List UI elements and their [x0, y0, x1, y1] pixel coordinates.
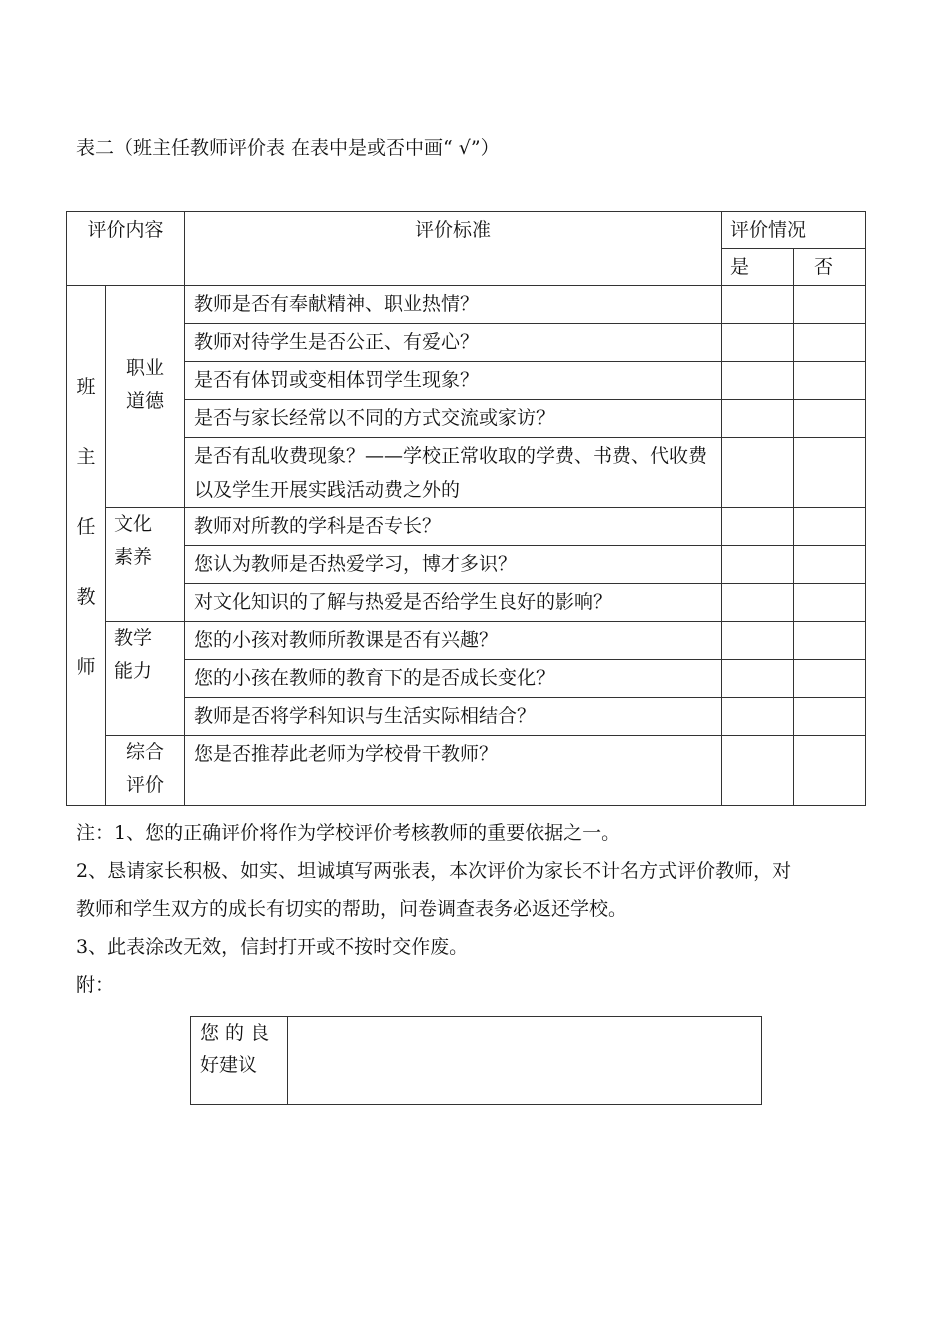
evaluation-table [66, 211, 866, 806]
header-yes: 是 [722, 249, 794, 286]
note-line: 注：1、您的正确评价将作为学校评价考核教师的重要依据之一。 [76, 822, 621, 844]
suggestion-label [191, 1017, 288, 1105]
criterion-cell: 教师是否有奉献精神、职业热情？ [185, 286, 722, 324]
criterion-cell: 您认为教师是否热爱学习，博才多识？ [185, 546, 722, 584]
header-content: 评价内容 [67, 212, 185, 286]
yes-checkbox-cell[interactable] [722, 660, 794, 698]
yes-checkbox-cell[interactable] [722, 362, 794, 400]
criterion-cell: 教师对所教的学科是否专长？ [185, 508, 722, 546]
page-title: 表二（班主任教师评价表 在表中是或否中画“ √”） [76, 137, 500, 159]
yes-checkbox-cell[interactable] [722, 438, 794, 508]
category-teaching-ability [106, 622, 185, 736]
group-char: 师 [76, 656, 96, 678]
criterion-cell: 是否与家长经常以不同的方式交流或家访？ [185, 400, 722, 438]
no-checkbox-cell[interactable] [794, 324, 866, 362]
group-char: 班 [76, 376, 96, 398]
category-label: 道德 [126, 390, 165, 412]
category-overall-evaluation [106, 736, 185, 806]
suggestion-table [190, 1016, 762, 1105]
criterion-cell: 教师对待学生是否公正、有爱心？ [185, 324, 722, 362]
note-line: 3、此表涂改无效，信封打开或不按时交作废。 [76, 936, 469, 958]
criterion-cell: 是否有体罚或变相体罚学生现象？ [185, 362, 722, 400]
note-line: 附： [76, 974, 115, 996]
category-professional-ethics [106, 286, 185, 508]
group-label-class-teacher [67, 286, 106, 806]
header-situation: 评价情况 [722, 212, 866, 249]
yes-checkbox-cell[interactable] [722, 736, 794, 806]
criterion-cell: 是否有乱收费现象？——学校正常收取的学费、书费、代收费以及学生开展实践活动费之外的 [185, 438, 722, 508]
category-label: 综合 [126, 741, 165, 763]
group-char: 主 [76, 446, 96, 468]
criterion-cell: 您的小孩对教师所教课是否有兴趣？ [185, 622, 722, 660]
yes-checkbox-cell[interactable] [722, 622, 794, 660]
notes-section [76, 814, 876, 1004]
no-checkbox-cell[interactable] [794, 698, 866, 736]
no-checkbox-cell[interactable] [794, 286, 866, 324]
criterion-cell: 您的小孩在教师的教育下的是否成长变化？ [185, 660, 722, 698]
category-label: 素养 [114, 546, 153, 568]
yes-checkbox-cell[interactable] [722, 324, 794, 362]
criterion-cell: 教师是否将学科知识与生活实际相结合？ [185, 698, 722, 736]
suggestion-label-line: 您 的 良 [200, 1022, 270, 1044]
category-label: 评价 [126, 774, 165, 796]
criterion-cell: 对文化知识的了解与热爱是否给学生良好的影响？ [185, 584, 722, 622]
yes-checkbox-cell[interactable] [722, 698, 794, 736]
no-checkbox-cell[interactable] [794, 622, 866, 660]
category-label: 教学 [114, 627, 153, 649]
group-char: 任 [76, 516, 96, 538]
no-checkbox-cell[interactable] [794, 400, 866, 438]
no-checkbox-cell[interactable] [794, 546, 866, 584]
category-label: 职业 [126, 357, 165, 379]
no-checkbox-cell[interactable] [794, 736, 866, 806]
no-checkbox-cell[interactable] [794, 584, 866, 622]
category-label: 文化 [114, 513, 153, 535]
category-cultural-literacy [106, 508, 185, 622]
criterion-cell: 您是否推荐此老师为学校骨干教师？ [185, 736, 722, 806]
yes-checkbox-cell[interactable] [722, 584, 794, 622]
yes-checkbox-cell[interactable] [722, 286, 794, 324]
category-label: 能力 [114, 660, 153, 682]
suggestion-label-line: 好建议 [200, 1054, 258, 1076]
yes-checkbox-cell[interactable] [722, 546, 794, 584]
suggestion-input-area[interactable] [288, 1017, 762, 1105]
no-checkbox-cell[interactable] [794, 438, 866, 508]
no-checkbox-cell[interactable] [794, 508, 866, 546]
note-line: 2、恳请家长积极、如实、坦诚填写两张表，本次评价为家长不计名方式评价教师，对 [76, 860, 792, 882]
yes-checkbox-cell[interactable] [722, 400, 794, 438]
yes-checkbox-cell[interactable] [722, 508, 794, 546]
no-checkbox-cell[interactable] [794, 362, 866, 400]
header-standard: 评价标准 [185, 212, 722, 286]
header-no: 否 [794, 249, 866, 286]
no-checkbox-cell[interactable] [794, 660, 866, 698]
note-line: 教师和学生双方的成长有切实的帮助，问卷调查表务必返还学校。 [76, 898, 628, 920]
group-char: 教 [76, 586, 96, 608]
